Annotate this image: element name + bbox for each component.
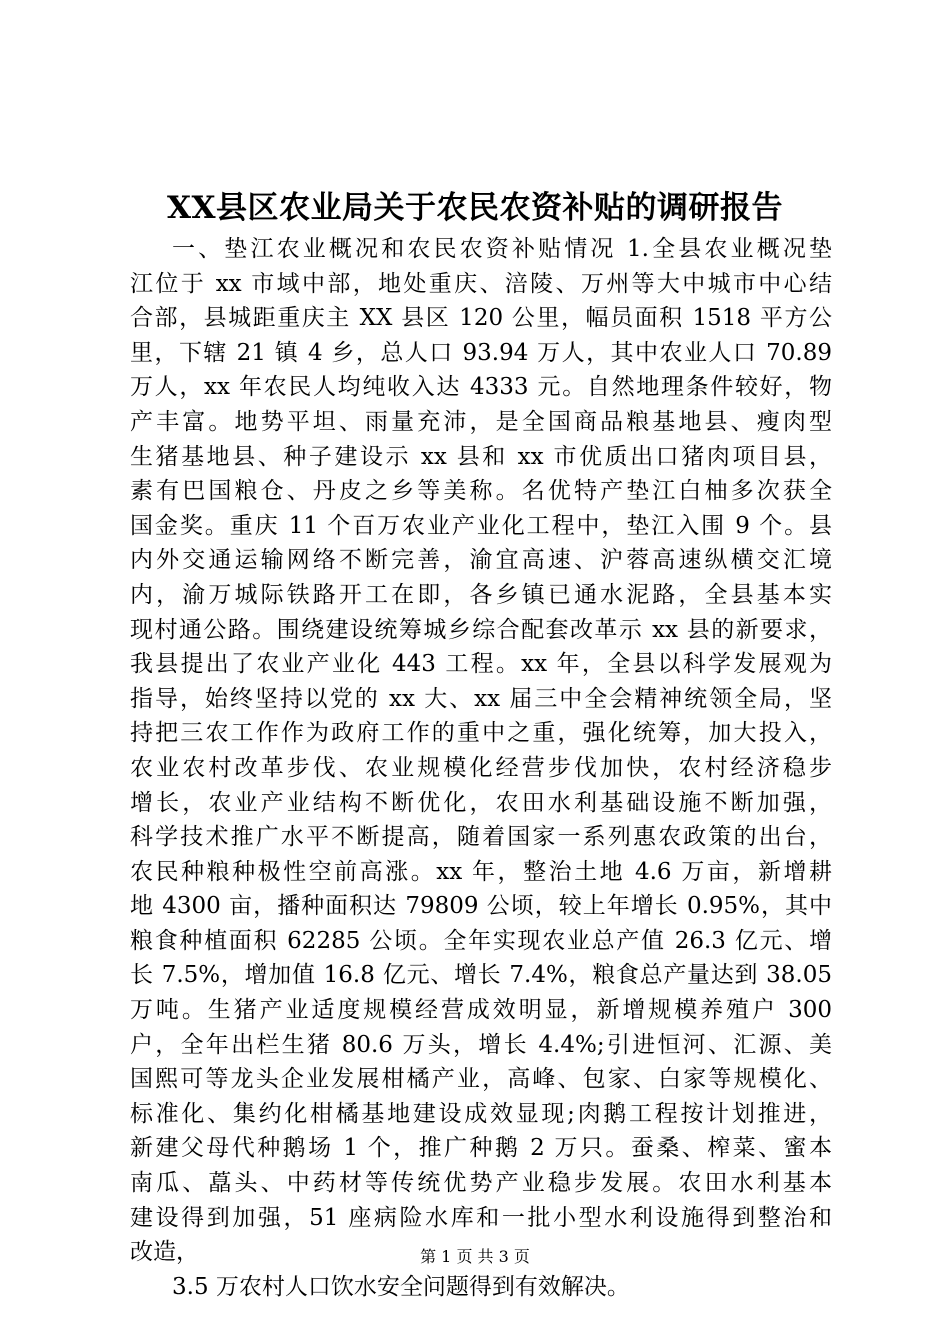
body-line: 产丰富。地势平坦、雨量充沛，是全国商品粮基地县、瘦肉型	[130, 408, 832, 435]
body-line: 农业农村改革步伐、农业规模化经营步伐加快，农村经济稳步	[130, 754, 832, 781]
body-line: 素有巴国粮仓、丹皮之乡等美称。名优特产垫江白柚多次获全	[130, 478, 832, 505]
body-line: 我县提出了农业产业化 443 工程。xx 年，全县以科学发展观为	[130, 651, 832, 678]
body-line: 3.5 万农村人口饮水安全问题得到有效解决。	[172, 1273, 630, 1300]
body-line: 里，下辖 21 镇 4 乡，总人口 93.94 万人，其中农业人口 70.89	[130, 339, 832, 366]
body-line: 改造，	[130, 1239, 199, 1266]
body-line: 现村通公路。围绕建设统筹城乡综合配套改革示 xx 县的新要求，	[130, 616, 832, 643]
body-line: 国金奖。重庆 11 个百万农业产业化工程中，垫江入围 9 个。县	[130, 512, 832, 539]
body-line: 国熙可等龙头企业发展柑橘产业，高峰、包家、白家等规模化、	[130, 1066, 832, 1093]
body-line: 内外交通运输网络不断完善，渝宜高速、沪蓉高速纵横交汇境	[130, 547, 832, 574]
body-line: 户，全年出栏生猪 80.6 万头，增长 4.4%;引进恒河、汇源、美	[130, 1031, 832, 1058]
body-line: 生猪基地县、种子建设示 xx 县和 xx 市优质出口猪肉项目县，	[130, 443, 832, 470]
body-line: 南瓜、藠头、中药材等传统优势产业稳步发展。农田水利基本	[130, 1170, 832, 1197]
body-line: 合部，县城距重庆主 XX 县区 120 公里，幅员面积 1518 平方公	[130, 305, 832, 332]
body-line: 指导，始终坚持以党的 xx 大、xx 届三中全会精神统领全局，坚	[130, 685, 832, 712]
page-footer: 第 1 页 共 3 页	[420, 1247, 530, 1266]
body-line: 农民种粮种极性空前高涨。xx 年，整治土地 4.6 万亩，新增耕	[130, 858, 832, 885]
body-line: 一、垫江农业概况和农民农资补贴情况 1.全县农业概况垫	[172, 236, 832, 262]
body-line: 内，渝万城际铁路开工在即，各乡镇已通水泥路，全县基本实	[130, 581, 832, 608]
document-title: XX县区农业局关于农民农资补贴的调研报告	[166, 190, 784, 226]
body-line: 建设得到加强，51 座病险水库和一批小型水利设施得到整治和	[130, 1204, 832, 1231]
body-line: 江位于 xx 市域中部，地处重庆、涪陵、万州等大中城市中心结	[130, 270, 832, 297]
body-line: 标准化、集约化柑橘基地建设成效显现;肉鹅工程按计划推进，	[130, 1100, 832, 1127]
body-line: 万人，xx 年农民人均纯收入达 4333 元。自然地理条件较好，物	[130, 374, 832, 401]
document-body	[130, 232, 832, 1304]
body-line: 地 4300 亩，播种面积达 79809 公顷，较上年增长 0.95%，其中	[130, 893, 832, 920]
body-line: 万吨。生猪产业适度规模经营成效明显，新增规模养殖户 300	[130, 997, 832, 1024]
body-line: 粮食种植面积 62285 公顷。全年实现农业总产值 26.3 亿元、增	[130, 927, 832, 954]
body-line: 科学技术推广水平不断提高，随着国家一系列惠农政策的出台，	[130, 824, 832, 851]
body-line: 长 7.5%，增加值 16.8 亿元、增长 7.4%，粮食总产量达到 38.05	[130, 962, 832, 989]
body-line: 增长，农业产业结构不断优化，农田水利基础设施不断加强，	[130, 789, 832, 816]
body-line: 持把三农工作作为政府工作的重中之重，强化统筹，加大投入，	[130, 720, 832, 747]
body-line: 新建父母代种鹅场 1 个，推广种鹅 2 万只。蚕桑、榨菜、蜜本	[130, 1135, 832, 1162]
